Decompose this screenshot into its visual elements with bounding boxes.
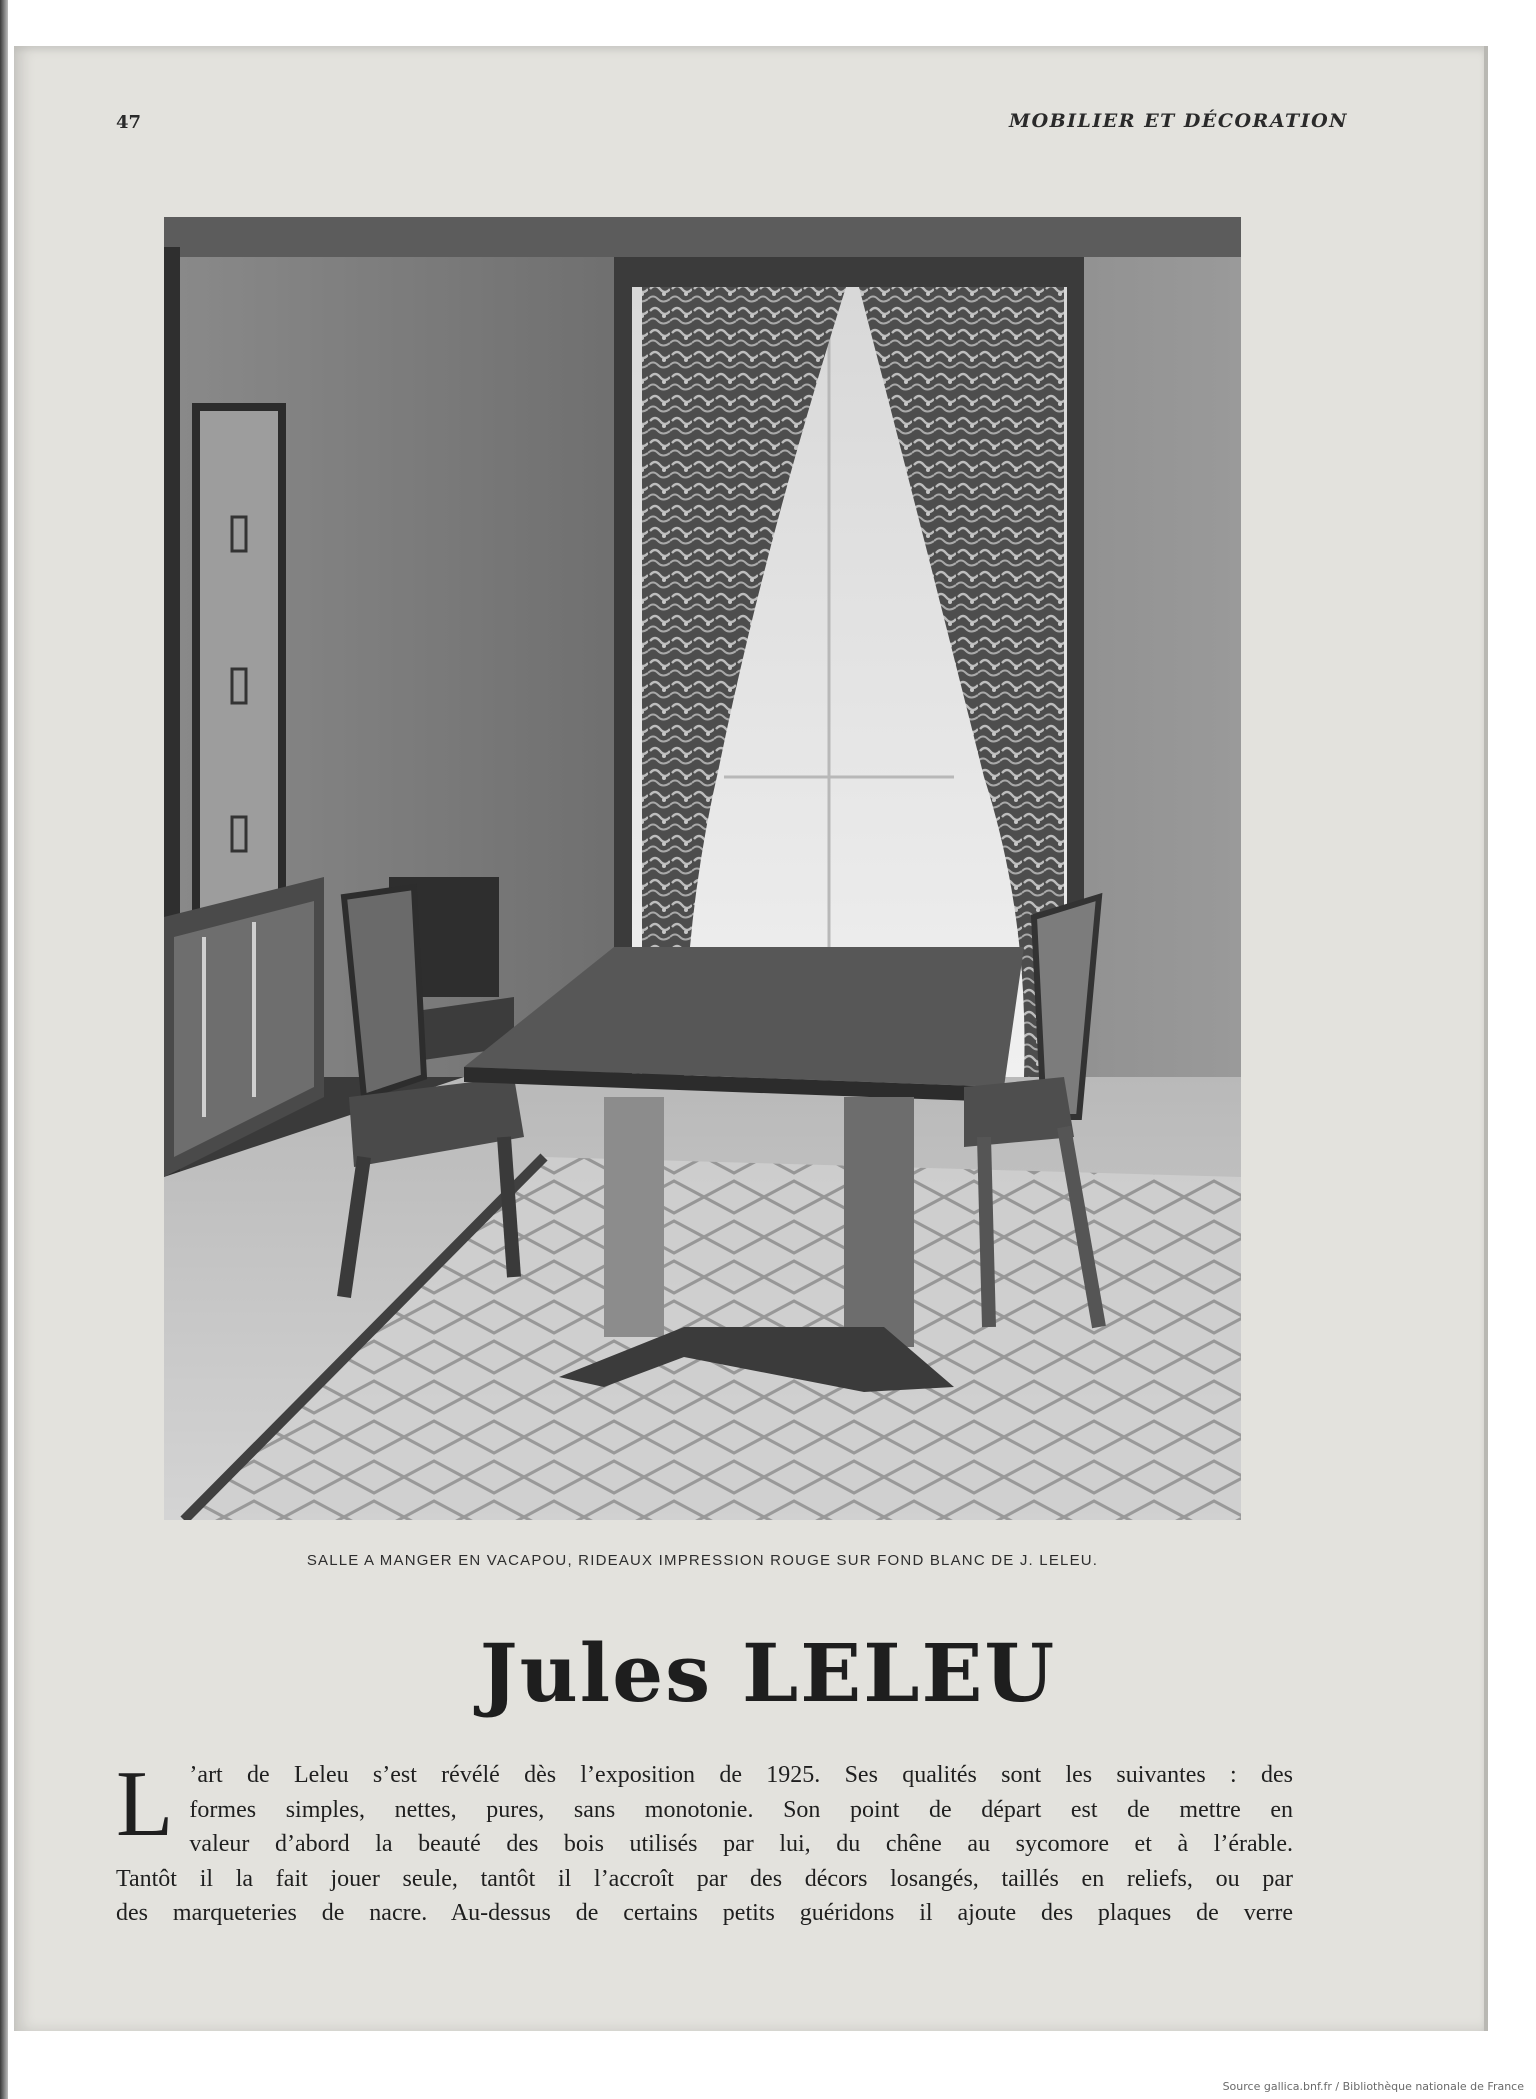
body-line: formes simples, nettes, pures, sans monotonie. Son point de départ est de mettre en <box>189 1796 1293 1823</box>
article-body <box>116 1752 1293 1931</box>
page-number: 47 <box>116 112 142 133</box>
body-line: ’art de Leleu s’est révélé dès l’exposition de 1925. Ses qualités sont les suivantes : des <box>189 1762 1293 1788</box>
body-line: valeur d’abord la beauté des bois utilisés par lui, du chêne au sycomore et à l’érable. <box>189 1831 1293 1857</box>
article-title: Jules LELEU <box>479 1626 1057 1720</box>
body-line: des marqueteries de nacre. Au-dessus de certains petits guéridons il ajoute des plaques de verre <box>116 1900 1293 1926</box>
drop-cap: L <box>116 1752 174 1856</box>
viewer-edge <box>0 0 8 2099</box>
photo-caption: SALLE A MANGER EN VACAPOU, RIDEAUX IMPRESSION ROUGE SUR FOND BLANC DE J. LELEU. <box>306 1552 1099 1569</box>
running-head: MOBILIER ET DÉCORATION <box>1009 110 1348 132</box>
body-line: Tantôt il la fait jouer seule, tantôt il l’accroît par des décors losangés, taillés en reliefs, ou par <box>116 1865 1293 1892</box>
photo-illustration <box>164 217 1241 1520</box>
source-credit: Source gallica.bnf.fr / Bibliothèque nationale de France <box>1222 2080 1524 2093</box>
dining-room-photograph <box>164 217 1241 1520</box>
